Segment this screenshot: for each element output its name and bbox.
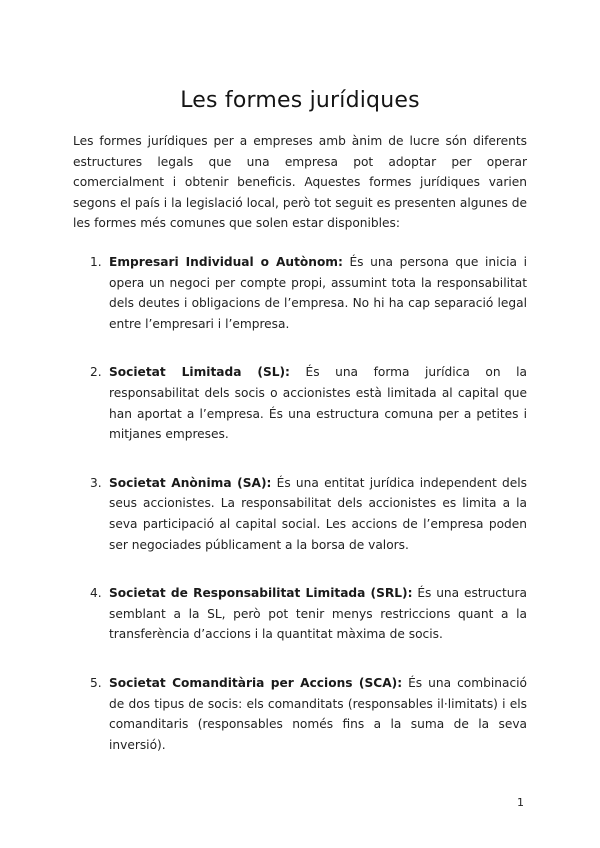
list-item	[73, 473, 527, 555]
intro-paragraph: Les formes jurídiques per a empreses amb ànim de lucre són diferents estructures legals que una empresa pot adoptar per operar comercialment i obtenir beneficis. Aquestes formes jurídiques varien segons el país i la legislació local, però tot seguit es presenten algunes de les formes més comunes que solen estar disponibles:	[73, 134, 527, 231]
page-number: 1	[517, 796, 524, 809]
list-item-number: 3.	[90, 475, 102, 490]
list-item	[73, 252, 527, 334]
list-item-term: Societat de Responsabilitat Limitada (SRL):	[109, 586, 413, 601]
list-item	[73, 673, 527, 755]
list-item-number: 2.	[90, 365, 102, 380]
list-item-text: És una combinació de dos tipus de socis: els comanditats (responsables il·limitats) i els comanditaris (responsables només fins a la suma de la seva inversió).	[109, 675, 527, 752]
list-item-term: Empresari Individual o Autònom:	[109, 255, 343, 269]
legal-forms-list	[73, 252, 527, 783]
list-item-text: És una estructura semblant a la SL, però pot tenir menys restriccions quant a la transferència d’accions i la quantitat màxima de socis.	[109, 586, 527, 642]
list-item-number: 1.	[90, 255, 102, 269]
list-item-term: Societat Anònima (SA):	[109, 475, 272, 490]
list-item-term: Societat Comanditària per Accions (SCA):	[109, 675, 403, 690]
list-item-number: 4.	[90, 586, 102, 601]
list-item-text: És una persona que inicia i opera un negoci per compte propi, assumint tota la responsabilitat dels deutes i obligacions de l’empresa. No hi ha cap separació legal entre l’empresari i l’empresa.	[109, 255, 527, 331]
list-item-term: Societat Limitada (SL):	[109, 365, 290, 380]
list-item	[73, 362, 527, 444]
list-item-number: 5.	[90, 675, 102, 690]
page-title: Les formes jurídiques	[180, 88, 420, 113]
list-item-text: És una entitat jurídica independent dels seus accionistes. La responsabilitat dels accionistes es limita a la seva participació al capital social. Les accions de l’empresa poden ser negociades públicament a la borsa de valors.	[109, 475, 527, 552]
list-item	[73, 583, 527, 645]
list-item-text: És una forma jurídica on la responsabilitat dels socis o accionistes està limitada al capital que han aportat a l’empresa. És una estructura comuna per a petites i mitjanes empreses.	[109, 365, 527, 442]
